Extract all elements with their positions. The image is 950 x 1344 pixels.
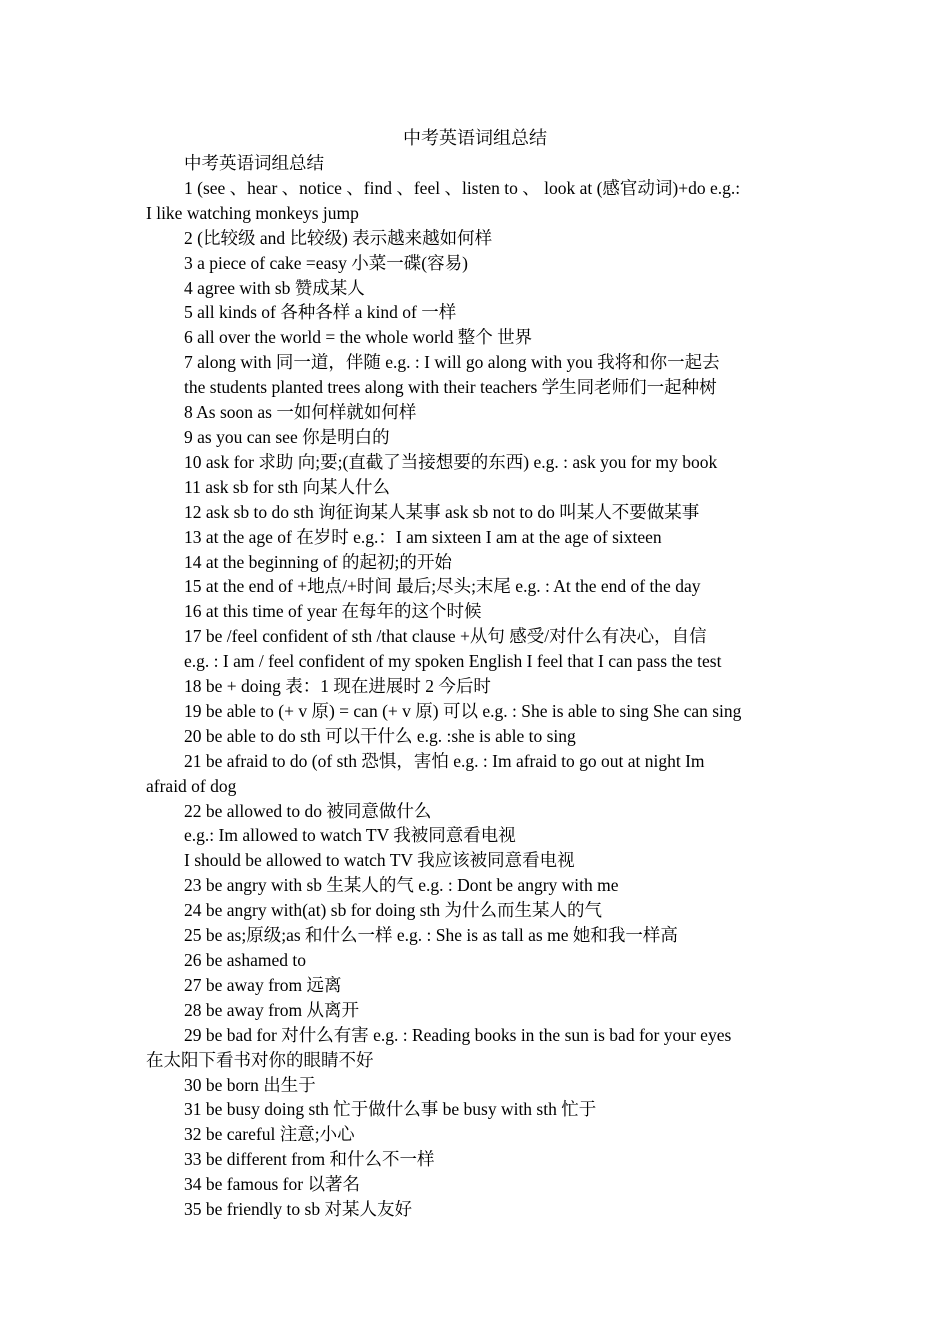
text-line: 14 at the beginning of 的起初;的开始 [184, 551, 452, 572]
text-line: 20 be able to do sth 可以干什么 e.g. :she is able to sing [184, 725, 576, 746]
text-line: 23 be angry with sb 生某人的气 e.g. : Dont be angry with me [184, 875, 619, 896]
text-line: 4 agree with sb 赞成某人 [184, 277, 365, 298]
text-line: 27 be away from 远离 [184, 974, 342, 995]
text-line: 11 ask sb for sth 向某人什么 [184, 476, 390, 497]
text-line: 17 be /feel confident of sth /that clause +从句 感受/对什么有决心，自信 [184, 626, 707, 647]
text-line: 5 all kinds of 各种各样 a kind of 一样 [184, 302, 457, 323]
text-line: 15 at the end of +地点/+时间 最后;尽头;末尾 e.g. : At the end of the day [184, 576, 701, 597]
text-line: 1 (see 、hear 、notice 、find 、feel 、listen to 、 look at (感官动词)+do e.g.: [184, 177, 741, 198]
text-line: 18 be + doing 表：1 现在进展时 2 今后时 [184, 676, 491, 697]
text-line: 8 As soon as 一如何样就如何样 [184, 402, 417, 423]
text-line: 中考英语词组总结 [184, 153, 324, 173]
text-line: 3 a piece of cake =easy 小菜一碟(容易) [184, 252, 468, 273]
text-line: 10 ask for 求助 向;要;(直截了当接想要的东西) e.g. : ask you for my book [184, 451, 718, 472]
text-line: 25 be as;原级;as 和什么一样 e.g. : She is as tall as me 她和我一样高 [184, 925, 678, 946]
text-line: 35 be friendly to sb 对某人友好 [184, 1199, 412, 1220]
text-line: 30 be born 出生于 [184, 1074, 316, 1095]
text-line: 29 be bad for 对什么有害 e.g. : Reading books in the sun is bad for your eyes [184, 1024, 732, 1045]
text-line: 2 (比较级 and 比较级) 表示越来越如何样 [184, 227, 493, 248]
text-line: 9 as you can see 你是明白的 [184, 426, 390, 447]
text-line: 24 be angry with(at) sb for doing sth 为什么而生某人的气 [184, 900, 603, 921]
text-line: 22 be allowed to do 被同意做什么 [184, 800, 432, 821]
text-line: the students planted trees along with their teachers 学生同老师们一起种树 [184, 377, 717, 398]
text-line: e.g.: Im allowed to watch TV 我被同意看电视 [184, 825, 516, 846]
text-line: 32 be careful 注意;小心 [184, 1124, 355, 1145]
text-line: 21 be afraid to do (of sth 恐惧，害怕 e.g. : Im afraid to go out at night Im [184, 750, 705, 771]
text-line: 26 be ashamed to [184, 950, 306, 970]
text-line: 33 be different from 和什么不一样 [184, 1149, 435, 1170]
document-title: 中考英语词组总结 [403, 128, 547, 148]
text-line: 31 be busy doing sth 忙于做什么事 be busy with sth 忙于 [184, 1099, 597, 1120]
text-line: I like watching monkeys jump [146, 202, 359, 223]
text-line: I should be allowed to watch TV 我应该被同意看电视 [184, 850, 575, 871]
text-line: 13 at the age of 在岁时 e.g.：I am sixteen I am at the age of sixteen [184, 526, 662, 547]
text-line: 6 all over the world = the whole world 整个 世界 [184, 327, 533, 348]
text-line: 28 be away from 从离开 [184, 999, 359, 1020]
text-line: e.g. : I am / feel confident of my spoken English I feel that I can pass the test [184, 651, 722, 672]
text-line: 34 be famous for 以著名 [184, 1174, 360, 1195]
text-line: 19 be able to (+ v 原) = can (+ v 原) 可以 e.g. : She is able to sing She can sing [184, 700, 742, 721]
text-line: 16 at this time of year 在每年的这个时候 [184, 601, 482, 622]
text-line: 12 ask sb to do sth 询征询某人某事 ask sb not to do 叫某人不要做某事 [184, 501, 700, 522]
document-body [146, 151, 816, 1222]
text-line: 7 along with 同一道，伴随 e.g. : I will go along with you 我将和你一起去 [184, 352, 720, 373]
text-line: afraid of dog [146, 775, 237, 796]
text-line: 在太阳下看书对你的眼睛不好 [146, 1049, 374, 1070]
